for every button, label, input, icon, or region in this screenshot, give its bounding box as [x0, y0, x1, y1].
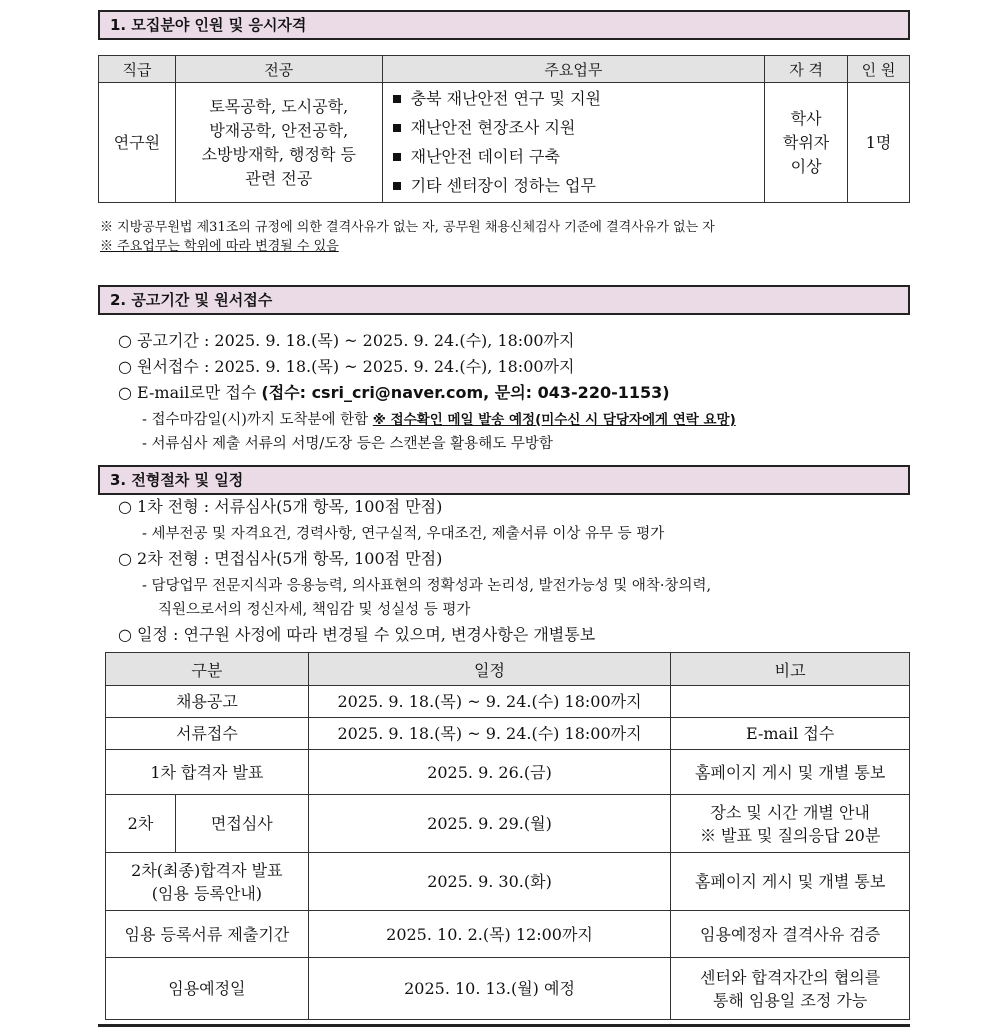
major-cell [175, 83, 382, 203]
second-stage-detail-2: 직원으로서의 정신자세, 책임감 및 성실성 등 평가 [158, 602, 471, 618]
duty-item [393, 114, 765, 143]
rank-cell: 연구원 [99, 83, 176, 203]
second-stage-detail-1: - 담당업무 전문지식과 응용능력, 의사표현의 정확성과 논리성, 발전가능성 및 애착·창의력, [142, 578, 712, 594]
major-line: 방재공학, 안전공학, [209, 120, 349, 140]
label-line: (임용 등록안내) [151, 883, 263, 903]
section1-header: 1. 모집분야 인원 및 응시자격 [98, 10, 910, 40]
note-line: 통해 임용일 조정 가능 [712, 990, 868, 1010]
col-schedule: 일정 [308, 653, 671, 686]
major-line: 토목공학, 도시공학, [209, 96, 349, 116]
table-row [106, 686, 910, 718]
table-row [106, 958, 910, 1020]
duty-text: 기타 센터장이 정하는 업무 [410, 176, 596, 195]
duty-text: 충북 재난안전 연구 및 지원 [410, 89, 601, 108]
col-count: 인 원 [848, 56, 910, 83]
row-note: 임용예정자 결격사유 검증 [671, 911, 910, 958]
col-remarks: 비고 [671, 653, 910, 686]
row-note: E-mail 접수 [671, 718, 910, 750]
duty-item [393, 172, 765, 201]
row-label-stage: 2차 [106, 795, 176, 853]
col-duties: 주요업무 [382, 56, 765, 83]
qualification-cell [765, 83, 848, 203]
row-label: 채용공고 [106, 686, 309, 718]
duty-text: 재난안전 데이터 구축 [410, 147, 560, 166]
row-date: 2025. 10. 2.(목) 12:00까지 [308, 911, 671, 958]
table-row [106, 853, 910, 911]
application-period: ○ 원서접수 : 2025. 9. 18.(목) ~ 2025. 9. 24.(수), 18:00까지 [118, 357, 575, 376]
col-major: 전공 [175, 56, 382, 83]
row-date: 2025. 9. 29.(월) [308, 795, 671, 853]
qual-line: 이상 [790, 156, 822, 176]
square-bullet-icon [393, 124, 401, 132]
note-line: 장소 및 시간 개별 안내 [710, 802, 870, 822]
duties-cell [382, 83, 765, 203]
row-label: 임용예정일 [106, 958, 309, 1020]
row-note [671, 795, 910, 853]
section3-header: 3. 전형절차 및 일정 [98, 465, 910, 495]
qual-line: 학위자 [782, 132, 830, 152]
first-stage-detail: - 세부전공 및 자격요건, 경력사항, 연구실적, 우대조건, 제출서류 이상 유무 등 평가 [142, 526, 665, 542]
email-prefix: ○ E-mail로만 접수 [118, 383, 262, 402]
note-line: 센터와 합격자간의 협의를 [700, 967, 881, 987]
deadline-note [142, 408, 736, 429]
row-label: 서류접수 [106, 718, 309, 750]
deadline-prefix: - 접수마감일(시)까지 도착분에 한함 [142, 412, 373, 428]
row-note [671, 958, 910, 1020]
email-contact: (접수: csri_cri@naver.com, 문의: 043-220-1153) [261, 383, 670, 402]
second-stage: ○ 2차 전형 : 면접심사(5개 항목, 100점 만점) [118, 549, 443, 568]
duty-item [393, 143, 765, 172]
duty-text: 재난안전 현장조사 지원 [410, 118, 576, 137]
row-label: 1차 합격자 발표 [106, 750, 309, 795]
qual-line: 학사 [790, 108, 822, 128]
row-date: 2025. 9. 18.(목) ~ 9. 24.(수) 18:00까지 [308, 718, 671, 750]
row-date: 2025. 10. 13.(월) 예정 [308, 958, 671, 1020]
col-qualification: 자 격 [765, 56, 848, 83]
row-date: 2025. 9. 30.(화) [308, 853, 671, 911]
bottom-divider [98, 1024, 910, 1027]
scan-note: - 서류심사 제출 서류의 서명/도장 등은 스캔본을 활용해도 무방함 [142, 436, 553, 452]
schedule-table [105, 652, 910, 1020]
note-duties-change: ※ 주요업무는 학위에 따라 변경될 수 있음 [100, 239, 339, 254]
row-note: 홈페이지 게시 및 개별 통보 [671, 750, 910, 795]
recruitment-table [98, 55, 910, 203]
schedule-note: ○ 일정 : 연구원 사정에 따라 변경될 수 있으며, 변경사항은 개별통보 [118, 625, 596, 644]
section2-header: 2. 공고기간 및 원서접수 [98, 285, 910, 315]
major-line: 소방방재학, 행정학 등 [201, 144, 356, 164]
row-label [106, 853, 309, 911]
note-line: ※ 발표 및 질의응답 20분 [699, 825, 881, 845]
square-bullet-icon [393, 182, 401, 190]
note-disqualification: ※ 지방공무원법 제31조의 규정에 의한 결격사유가 없는 자, 공무원 채용신체검사 기준에 결격사유가 없는 자 [100, 220, 715, 235]
row-label-interview: 면접심사 [175, 795, 308, 853]
row-note [671, 686, 910, 718]
square-bullet-icon [393, 95, 401, 103]
table-row [106, 750, 910, 795]
row-date: 2025. 9. 18.(목) ~ 9. 24.(수) 18:00까지 [308, 686, 671, 718]
row-label: 임용 등록서류 제출기간 [106, 911, 309, 958]
duty-item [393, 85, 765, 114]
email-line [118, 380, 670, 403]
square-bullet-icon [393, 153, 401, 161]
row-note: 홈페이지 게시 및 개별 통보 [671, 853, 910, 911]
notice-period: ○ 공고기간 : 2025. 9. 18.(목) ~ 2025. 9. 24.(수), 18:00까지 [118, 331, 575, 350]
table-row [106, 795, 910, 853]
col-category: 구분 [106, 653, 309, 686]
count-cell: 1명 [848, 83, 910, 203]
label-line: 2차(최종)합격자 발표 [131, 860, 283, 880]
table-row [106, 911, 910, 958]
major-line: 관련 전공 [245, 168, 313, 188]
row-date: 2025. 9. 26.(금) [308, 750, 671, 795]
table-row [106, 718, 910, 750]
confirmation-mail-note: ※ 접수확인 메일 발송 예정(미수신 시 담당자에게 연락 요망) [372, 412, 736, 428]
first-stage: ○ 1차 전형 : 서류심사(5개 항목, 100점 만점) [118, 497, 443, 516]
col-rank: 직급 [99, 56, 176, 83]
